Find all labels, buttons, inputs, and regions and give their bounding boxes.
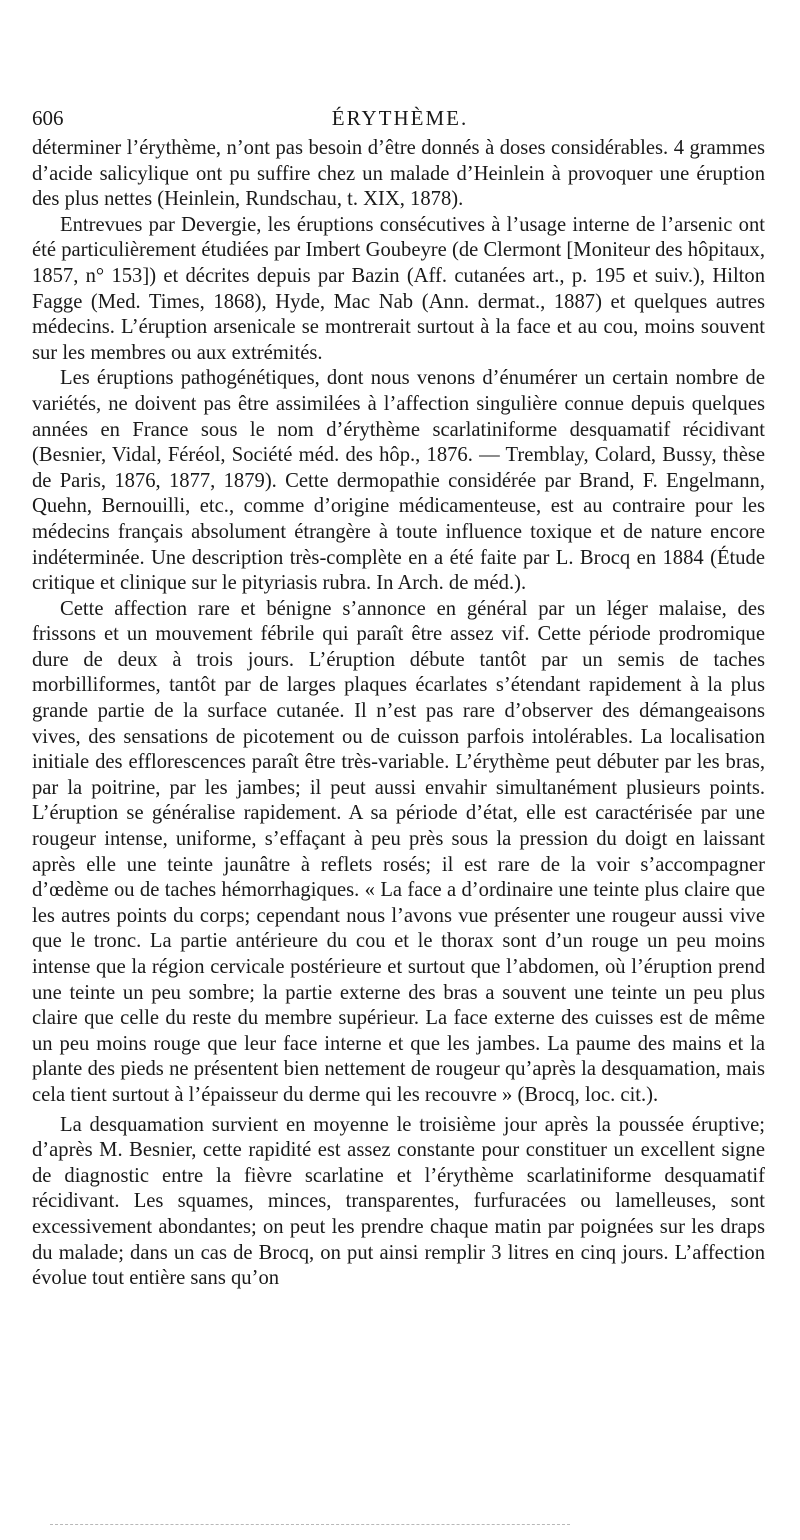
paragraph: Les éruptions pathogénétiques, dont nous venons d’énumérer un certain nombre de variétés, ne doivent pas être assimilées à l’affection singulière connue depuis quelques années en France sous le nom d’érythème scarlatiniforme desquamatif récidivant (Besnier, Vidal, Féréol, Société méd. des hôp., 1876. — Tremblay, Colard, Bussy, thèse de Paris, 1876, 1877, 1879). Cette dermopathie considérée par Brand, F. Engelmann, Quehn, Bernouilli, etc., comme d’origine médicamenteuse, est au contraire pour les médecins français absolument étrangère à toute influence toxique et de nature encore indéterminée. Une description très-complète en a été faite par L. Brocq en 1884 (Étude critique et clinique sur le pityriasis rubra. In Arch. de méd.). [32, 367, 765, 595]
page-number: 606 [32, 106, 64, 130]
page-header [32, 103, 768, 133]
running-title: ÉRYTHÈME. [331, 106, 469, 130]
paragraph: La desquamation survient en moyenne le troisième jour après la poussée éruptive; d’après M. Besnier, cette rapidité est assez constante pour constituer un excellent signe de diagnostic entre la fièvre scarlatine et l’érythème scarlatiniforme desquamatif récidivant. Les squames, minces, transparentes, furfuracées ou lamelleuses, sont excessivement abondantes; on peut les prendre chaque matin par poignées sur les draps du malade; dans un cas de Brocq, on put ainsi remplir 3 litres en cinq jours. L’affection évolue tout entière sans qu’on [32, 1113, 765, 1290]
paragraph: Entrevues par Devergie, les éruptions consécutives à l’usage interne de l’arsenic ont été particulièrement étudiées par Imbert Goubeyre (de Clermont [Moniteur des hôpitaux, 1857, n° 153]) et décrites depuis par Bazin (Aff. cutanées art., p. 195 et suiv.), Hilton Fagge (Med. Times, 1868), Hyde, Mac Nab (Ann. dermat., 1887) et quelques autres médecins. L’éruption arsenicale se montrerait surtout à la face et au cou, moins souvent sur les membres ou aux extrémités. [32, 213, 765, 364]
paragraph: Cette affection rare et bénigne s’annonce en général par un léger malaise, des frissons et un mouvement fébrile qui paraît être assez vif. Cette période prodromique dure de deux à trois jours. L’éruption débute tantôt par un semis de taches morbilliformes, tantôt par de larges plaques écarlates s’étendant rapidement à la plus grande partie de la surface cutanée. Il n’est pas rare d’observer des démangeaisons vives, des sensations de picotement ou de cuisson parfois intolérables. La localisation initiale des efflorescences paraît être très-variable. L’érythème peut débuter par les bras, par la poitrine, par les jambes; il peut aussi envahir simultanément plusieurs points. L’éruption se généralise rapidement. A sa période d’état, elle est caractérisée par une rougeur intense, uniforme, s’effaçant à peu près sous la pression du doigt en laissant après elle une teinte jaunâtre à reflets rosés; il est rare de la voir s’accompagner d’œdème ou de taches hémorrhagiques. « La face a d’ordinaire une teinte plus claire que les autres points du corps; cependant nous l’avons vue présenter une rougeur aussi vive que le tronc. La partie antérieure du cou et le thorax sont d’un rouge un peu moins intense que la région cervicale postérieure et surtout que l’abdomen, où l’éruption prend une teinte un peu sombre; la partie externe des bras a souvent une teinte un peu plus claire que celle du reste du membre supérieur. La face externe des cuisses est de même un peu moins rouge que leur face interne et que les jambes. La paume des mains et la plante des pieds ne présentent bien nettement de rougeur qu’après la desquamation, mais cela tient surtout à l’épaisseur du derme qui les recouvre » (Brocq, loc. cit.). [32, 597, 765, 1106]
body-text [32, 136, 765, 1292]
paragraph: déterminer l’érythème, n’ont pas besoin d’être donnés à doses considérables. 4 grammes d’acide salicylique ont pu suffire chez un malade d’Heinlein à provoquer une éruption des plus nettes (Heinlein, Rundschau, t. XIX, 1878). [32, 137, 765, 211]
footer-rule [50, 1524, 570, 1525]
